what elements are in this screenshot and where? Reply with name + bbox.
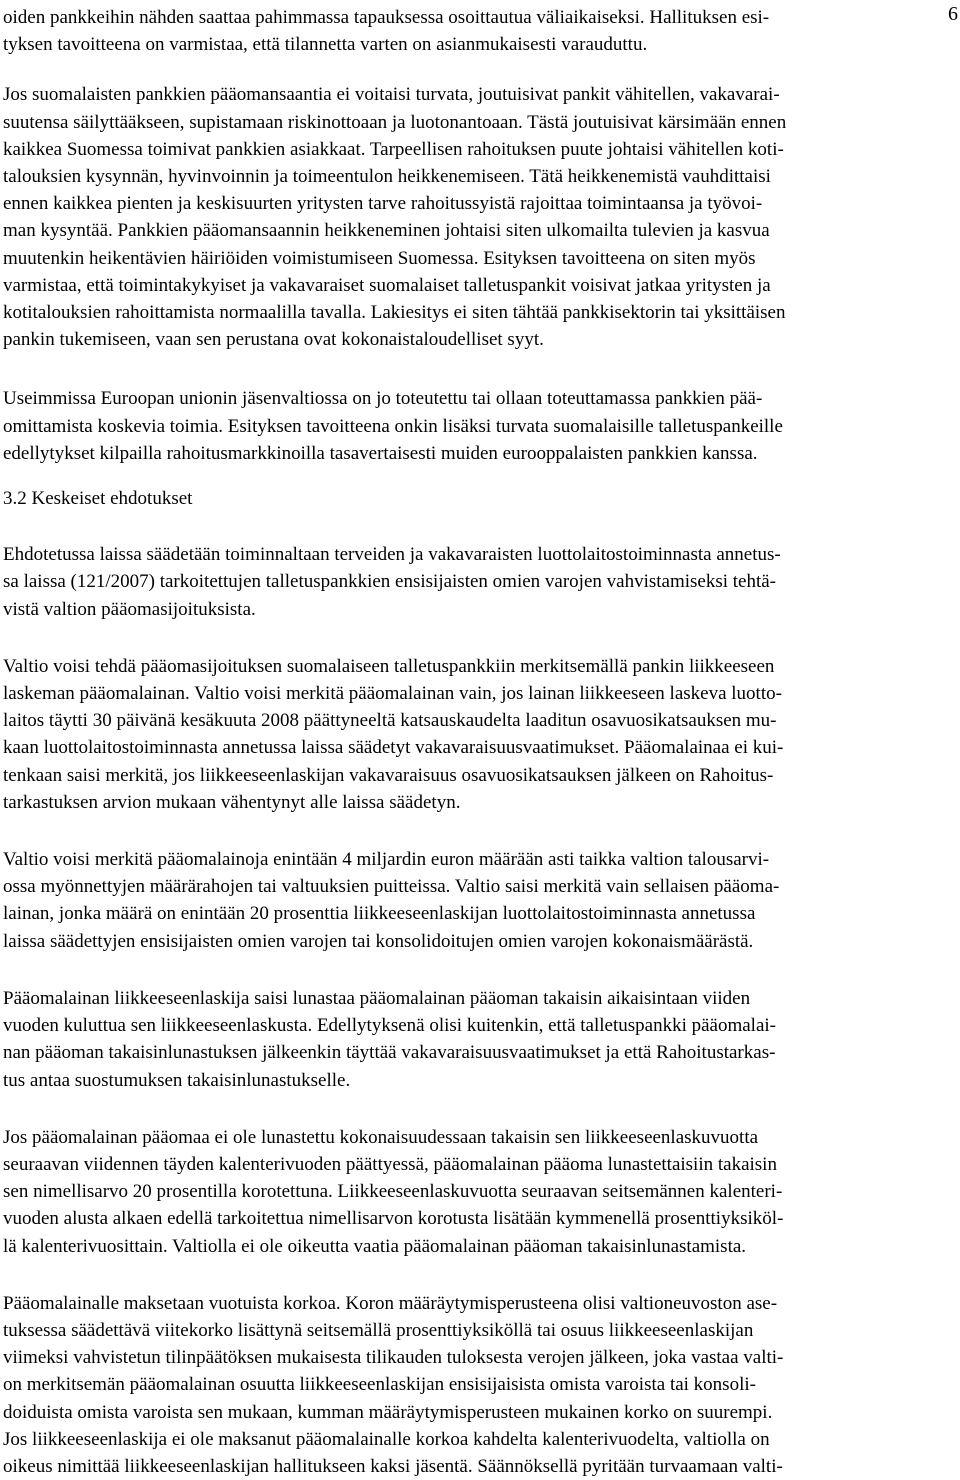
text-line: kaikkea Suomessa toimivat pankkien asiakkaat. Tarpeellisen rahoituksen puute johtaisi vähitellen koti- (3, 138, 784, 160)
paragraph-2 (3, 81, 953, 353)
text-line: Jos pääomalainan pääomaa ei ole lunastettu kokonaisuudessaan takaisin sen liikkeeseenlaskuvuotta (3, 1126, 759, 1148)
text-line: laissa säädettyjen ensisijaisten omien varojen tai konsolidoitujen omien varojen kokonaismäärästä. (3, 930, 754, 952)
text-line: edellytykset kilpailla rahoitusmarkkinoilla tasavertaisesti muiden eurooppalaisten pankkien kanssa. (3, 442, 758, 464)
text-line: lainan, jonka määrä on enintään 20 prosenttia liikkeeseenlaskijan luottolaitostoiminnasta annetussa (3, 903, 756, 925)
text-line: pankin tukemiseen, vaan sen perustana ovat kokonaistaloudelliset syyt. (3, 329, 544, 351)
text-line: vistä valtion pääomasijoituksista. (3, 598, 256, 620)
text-line: kotitalouksien rahoittamista normaalilla tavalla. Lakiesitys ei siten tähtää pankkisektorin tai yksittäisen (3, 302, 786, 324)
paragraph-6 (3, 846, 953, 955)
text-line: nan pääoman takaisinlunastuksen jälkeenkin täyttää vakavaraisuusvaatimukset ja että Rahoitustarkas- (3, 1042, 776, 1064)
text-line: Valtio voisi tehdä pääomasijoituksen suomalaiseen talletuspankkiin merkitsemällä pankin liikkeeseen (3, 655, 775, 677)
text-line: oiden pankkeihin nähden saattaa pahimmassa tapauksessa osoittautua väliaikaiseksi. Hallituksen esi- (3, 7, 770, 28)
text-line: tarkastuksen arvion mukaan vähentynyt alle laissa säädetyn. (3, 791, 461, 813)
text-line: Jos liikkeeseenlaskija ei ole maksanut pääomalainalle korkoa kahdelta kalenterivuodelta, valtiolla on (3, 1428, 770, 1450)
text-line: ennen kaikkea pienten ja keskisuurten yritysten tarve rahoitussyistä rajoittaa toimintaansa ja työvoi- (3, 193, 763, 215)
text-line: ossa myönnettyjen määrärahojen tai valtuuksien puitteissa. Valtio saisi merkitä vain sellaisen pääoma- (3, 876, 780, 898)
text-line: omittamista koskevia toimia. Esityksen tavoitteena onkin lisäksi turvata suomalaisille talletuspankeille (3, 415, 783, 437)
text-line: on merkitsemän pääomalainan osuutta liikkeeseenlaskijan ensisijaisista omista varoista tai konsoli- (3, 1374, 756, 1396)
text-line: doiduista omista varoista sen mukaan, kumman määräytymisperusteen mukainen korko on suurempi. (3, 1401, 773, 1423)
page-number: 6 (948, 3, 958, 25)
text-line: tenkaan saisi merkitä, jos liikkeeseenlaskijan vakavaraisuus osavuosikatsauksen jälkeen on Rahoitus- (3, 764, 774, 786)
text-line: laskeman pääomalainan. Valtio voisi merkitä pääomalainan vain, jos lainan liikkeeseen laskeva luotto- (3, 683, 782, 705)
text-line: man kysyntää. Pankkien pääomansaannin heikkeneminen johtaisi siten ulkomailta tulevien ja kasvua (3, 220, 770, 242)
text-line: sa laissa (121/2007) tarkoitettujen talletuspankkien ensisijaisten omien varojen vahvistamiseksi tehtä- (3, 571, 777, 593)
paragraph-8 (3, 1124, 953, 1260)
paragraph-7 (3, 985, 953, 1094)
text-line: varmistaa, että toimintakykyiset ja vakavaraiset suomalaiset talletuspankit voisivat jatkaa yritysten ja (3, 274, 771, 296)
paragraph-1 (3, 4, 953, 58)
text-line: tus antaa suostumuksen takaisinlunastukselle. (3, 1069, 351, 1091)
text-line: Jos suomalaisten pankkien pääomansaantia ei voitaisi turvata, joutuisivat pankit vähitellen, vakavarai- (3, 84, 780, 106)
text-line: tuksessa säädettävä viitekorko lisättynä seitsemällä prosenttiyksiköllä tai osuus liikkeeseenlaskijan (3, 1319, 754, 1341)
text-line: Ehdotetussa laissa säädetään toiminnaltaan terveiden ja vakavaraisten luottolaitostoiminnasta annetus- (3, 544, 781, 566)
text-line: talouksien kysynnän, hyvinvoinnin ja toimeentulon heikkenemiseen. Tätä heikkenemistä vauhdittaisi (3, 166, 771, 188)
paragraph-9 (3, 1290, 953, 1480)
text-line: Pääomalainalle maksetaan vuotuista korkoa. Koron määräytymisperusteena olisi valtioneuvoston ase- (3, 1292, 778, 1314)
text-line: seuraavan viidennen täyden kalenterivuoden päättyessä, pääomalainan pääoma lunastettaisiin takaisin (3, 1153, 777, 1175)
text-line: lä kalenterivuosittain. Valtiolla ei ole oikeutta vaatia pääomalainan pääoman takaisinlunastamista. (3, 1235, 747, 1257)
text-line: Valtio voisi merkitä pääomalainoja enintään 4 miljardin euron määrään asti taikka valtion talousarvi- (3, 849, 770, 871)
document-body (3, 4, 953, 1480)
text-line: viimeksi vahvistetun tilinpäätöksen mukaisesta tilikauden tuloksesta verojen jälkeen, joka vastaa valti- (3, 1347, 784, 1369)
section-heading (3, 485, 953, 512)
text-line: oikeus nimittää liikkeeseenlaskijan hallitukseen kaksi jäsentä. Säännöksellä pyritään turvaamaan valti- (3, 1455, 783, 1477)
text-line: suutensa säilyttääkseen, supistamaan riskinottoaan ja luotonantoaan. Tästä joutuisivat kärsimään ennen (3, 111, 787, 133)
text-line: tyksen tavoitteena on varmistaa, että tilannetta varten on asianmukaisesti varauduttu. (3, 34, 648, 56)
paragraph-3 (3, 385, 953, 467)
section-title: 3.2 Keskeiset ehdotukset (3, 488, 193, 510)
text-line: vuoden alusta alkaen edellä tarkoitettua nimellisarvon korotusta lisätään kymmenellä prosenttiyksiköl- (3, 1208, 784, 1230)
text-line: sen nimellisarvo 20 prosentilla korotettuna. Liikkeeseenlaskuvuotta seuraavan seitsemännen kalenteri- (3, 1181, 783, 1203)
text-line: Useimmissa Euroopan unionin jäsenvaltiossa on jo toteutettu tai ollaan toteuttamassa pankkien pää- (3, 388, 763, 410)
text-line: kaan luottolaitostoiminnasta annetussa laissa säädetyt vakavaraisuusvaatimukset. Pääomalainaa ei kui- (3, 737, 784, 759)
text-line: laitos täytti 30 päivänä kesäkuuta 2008 päättyneeltä katsauskaudelta laaditun osavuosikatsauksen mu- (3, 710, 777, 732)
text-line: Pääomalainan liikkeeseenlaskija saisi lunastaa pääomalainan pääoman takaisin aikaisintaan viiden (3, 987, 751, 1009)
text-line: vuoden kuluttua sen liikkeeseenlaskusta. Edellytyksenä olisi kuitenkin, että talletuspankki pääomalai- (3, 1015, 776, 1037)
text-line: muutenkin heikentävien häiriöiden voimistumiseen Suomessa. Esityksen tavoitteena on siten myös (3, 247, 756, 269)
paragraph-5 (3, 653, 953, 816)
paragraph-4 (3, 541, 953, 623)
